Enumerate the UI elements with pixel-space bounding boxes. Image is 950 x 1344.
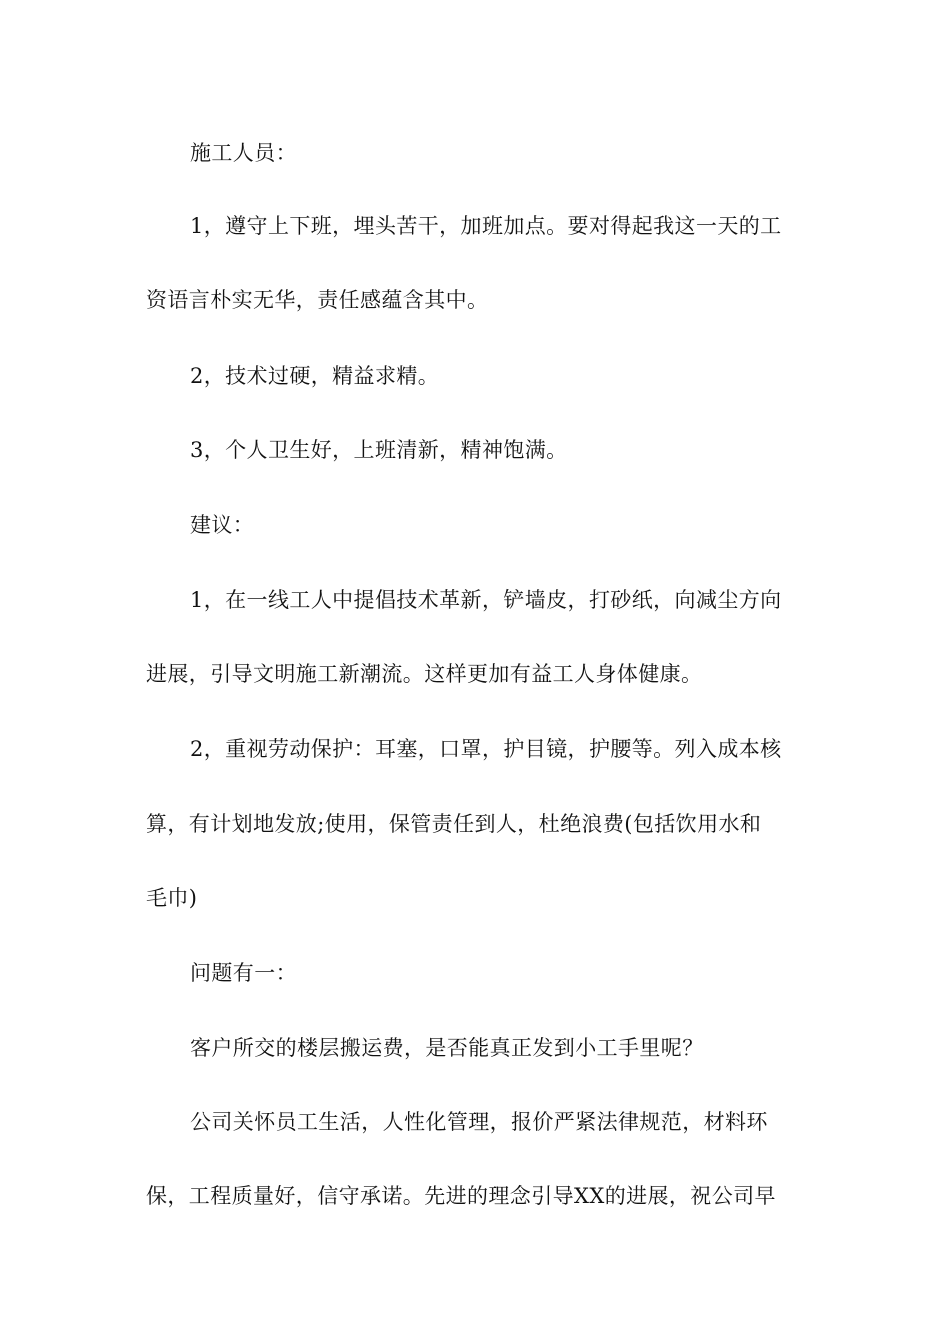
paragraph-line: 2，技术过硬，精益求精。 bbox=[190, 364, 440, 388]
heading-suggestions: 建议： bbox=[190, 513, 255, 537]
paragraph-line: 公司关怀员工生活，人性化管理，报价严紧法律规范，材料环 bbox=[190, 1110, 768, 1134]
paragraph-line: 算，有计划地发放;使用，保管责任到人，杜绝浪费(包括饮用水和 bbox=[146, 812, 762, 836]
paragraph-line: 客户所交的楼层搬运费，是否能真正发到小工手里呢？ bbox=[190, 1036, 704, 1060]
heading-construction-staff: 施工人员： bbox=[190, 141, 297, 165]
heading-problem: 问题有一： bbox=[190, 961, 297, 985]
paragraph-line: 3，个人卫生好，上班清新，精神饱满。 bbox=[190, 438, 568, 462]
paragraph-line: 保，工程质量好，信守承诺。先进的理念引导XX的进展，祝公司早 bbox=[146, 1184, 776, 1208]
paragraph-line: 进展，引导文明施工新潮流。这样更加有益工人身体健康。 bbox=[146, 662, 703, 686]
paragraph-line: 1，遵守上下班，埋头苦干，加班加点。要对得起我这一天的工 bbox=[190, 214, 782, 238]
paragraph-line: 毛巾) bbox=[146, 886, 198, 910]
paragraph-line: 2，重视劳动保护：耳塞，口罩，护目镜，护腰等。列入成本核 bbox=[190, 737, 782, 761]
paragraph-line: 资语言朴实无华，责任感蕴含其中。 bbox=[146, 288, 489, 312]
paragraph-line: 1，在一线工人中提倡技术革新，铲墙皮，打砂纸，向减尘方向 bbox=[190, 588, 782, 612]
